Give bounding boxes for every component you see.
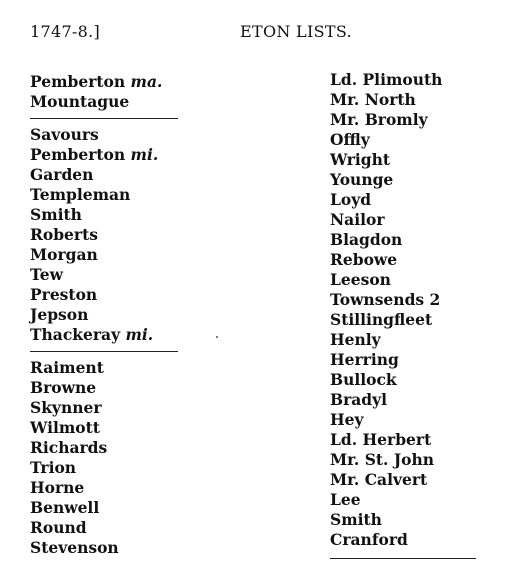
name-entry: Herring — [330, 350, 399, 369]
name-entry — [30, 478, 190, 498]
name-entry — [30, 265, 190, 285]
name-entry: Blagdon — [330, 230, 403, 249]
name-text: Benwell — [30, 498, 100, 517]
name-entry — [30, 205, 190, 225]
name-text: Jepson — [30, 305, 89, 324]
name-text: Templeman — [30, 185, 131, 204]
name-text: Browne — [30, 378, 97, 397]
name-text: Roberts — [30, 225, 98, 244]
name-entry — [30, 165, 190, 185]
name-entry: Mr. Bromly — [330, 110, 428, 129]
name-text: Trion — [30, 458, 77, 477]
name-entry — [30, 185, 190, 205]
name-text: Garden — [30, 165, 94, 184]
name-entry: Cranford — [330, 530, 408, 549]
name-text: Savours — [30, 125, 99, 144]
divider-rule — [30, 351, 178, 352]
name-text: Pemberton — [30, 145, 126, 164]
divider-rule — [330, 558, 476, 559]
name-entry: Mr. North — [330, 90, 416, 109]
name-entry — [30, 225, 190, 245]
name-entry: Leeson — [330, 270, 391, 289]
name-entry — [30, 378, 190, 398]
name-entry: Nailor — [330, 210, 385, 229]
page-header — [30, 22, 486, 44]
name-entry: Rebowe — [330, 250, 398, 269]
name-entry: Lee — [330, 490, 361, 509]
name-entry: Mr. St. John — [330, 450, 435, 469]
name-entry — [30, 245, 190, 265]
name-entry — [30, 458, 190, 478]
name-entry: Hey — [330, 410, 364, 429]
name-text: Pemberton — [30, 72, 126, 91]
name-text: Horne — [30, 478, 85, 497]
name-text: Wilmott — [30, 418, 100, 437]
name-entry: Younge — [330, 170, 394, 189]
name-suffix: mi. — [130, 145, 159, 164]
name-text: Round — [30, 518, 87, 537]
name-text: Skynner — [30, 398, 102, 417]
name-text: Preston — [30, 285, 98, 304]
name-entry: Ld. Plimouth — [330, 70, 443, 89]
name-entry — [30, 438, 190, 458]
name-entry — [30, 125, 190, 145]
name-entry — [30, 92, 190, 112]
name-text: Morgan — [30, 245, 98, 264]
right-column — [330, 70, 490, 565]
left-group-3 — [30, 358, 190, 558]
page-title: ETON LISTS. — [240, 22, 352, 41]
name-entry: Wright — [330, 150, 391, 169]
name-entry: Smith — [330, 510, 382, 529]
stray-mark — [216, 336, 218, 338]
name-text: Stevenson — [30, 538, 119, 557]
name-suffix: ma. — [130, 72, 163, 91]
name-text: Thackeray — [30, 325, 121, 344]
name-entry: Stillingfleet — [330, 310, 433, 329]
name-text: Raiment — [30, 358, 104, 377]
name-entry — [30, 305, 190, 325]
left-group-1 — [30, 72, 190, 112]
name-entry — [30, 145, 190, 165]
divider-rule — [30, 118, 178, 119]
right-group-1 — [330, 70, 490, 550]
name-entry — [30, 285, 190, 305]
name-entry: Mr. Calvert — [330, 470, 428, 489]
name-entry: Bradyl — [330, 390, 388, 409]
name-entry: Loyd — [330, 190, 372, 209]
name-text: Tew — [30, 265, 63, 284]
name-suffix: mi. — [125, 325, 154, 344]
name-entry: Bullock — [330, 370, 397, 389]
name-text: Richards — [30, 438, 108, 457]
name-entry: Offly — [330, 130, 370, 149]
name-entry — [30, 518, 190, 538]
name-entry — [30, 498, 190, 518]
name-text: Smith — [30, 205, 82, 224]
name-entry — [30, 72, 190, 92]
name-entry — [30, 358, 190, 378]
name-text: Mountague — [30, 92, 130, 111]
name-entry: Townsends 2 — [330, 290, 441, 309]
left-group-2 — [30, 125, 190, 345]
name-entry — [30, 398, 190, 418]
name-entry: Ld. Herbert — [330, 430, 432, 449]
name-entry: Henly — [330, 330, 381, 349]
name-entry — [30, 325, 190, 345]
page-date-range: 1747-8.] — [30, 22, 101, 41]
name-entry — [30, 418, 190, 438]
left-column — [30, 72, 190, 558]
name-entry — [30, 538, 190, 558]
